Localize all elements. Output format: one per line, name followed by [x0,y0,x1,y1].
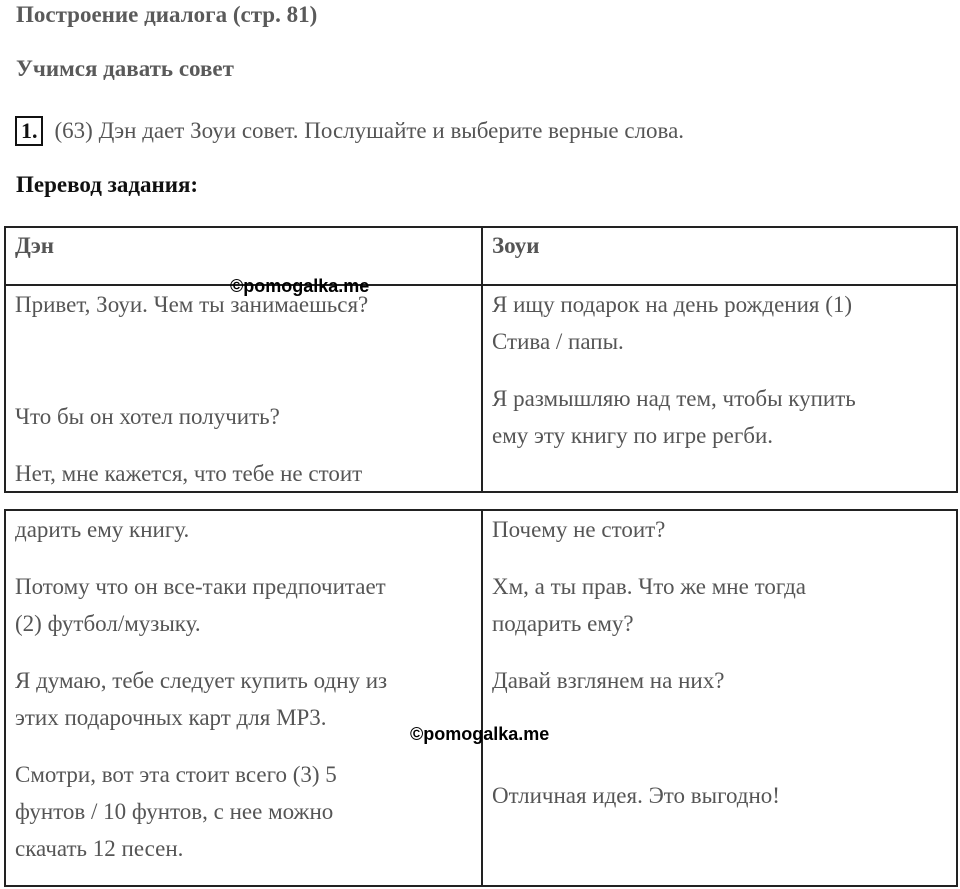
watermark: ©pomogalka.me [230,276,370,296]
dan-line: (2) футбол/музыку. [15,611,201,636]
zoe-line: Давай взглянем на них? [492,668,725,693]
dialogue-table-1 [4,226,958,493]
task-line [15,116,684,146]
header-dan: Дэн [15,233,55,258]
zoe-line: Отличная идея. Это выгодно! [492,783,780,808]
dan-line: дарить ему книгу. [15,517,190,542]
task-text: (63) Дэн дает Зоуи совет. Послушайте и выберите верные слова. [54,118,685,143]
zoe-line: Хм, а ты прав. Что же мне тогда [492,574,807,599]
dan-line: скачать 12 песен. [15,836,184,861]
zoe-line: Я ищу подарок на день рождения (1) [492,292,853,317]
task-number: 1. [15,116,43,146]
dan-line: Я думаю, тебе следует купить одну из [15,668,388,693]
zoe-line: Я размышляю над тем, чтобы купить [492,386,856,411]
dan-line: фунтов / 10 фунтов, с нее можно [15,799,334,824]
dan-line: Смотри, вот эта стоит всего (3) 5 [15,762,337,787]
dan-line: этих подарочных карт для MP3. [15,705,327,730]
dan-line: Привет, Зоуи. Чем ты занимаешься? [15,292,369,317]
section-subtitle: Учимся давать совет [16,56,234,81]
column-divider [481,511,483,885]
dialogue-table-2 [4,509,958,887]
translation-heading: Перевод задания: [16,172,199,197]
header-zoe: Зоуи [492,233,540,258]
zoe-line: подарить ему? [492,611,634,636]
column-divider [481,228,483,491]
watermark: ©pomogalka.me [410,724,550,744]
dan-line: Потому что он все-таки предпочитает [15,574,386,599]
zoe-line: Стива / папы. [492,329,624,354]
dan-line: Нет, мне кажется, что тебе не стоит [15,461,363,486]
zoe-line: Почему не стоит? [492,517,666,542]
page-title: Построение диалога (стр. 81) [16,2,318,27]
dan-line: Что бы он хотел получить? [15,404,280,429]
zoe-line: ему эту книгу по игре регби. [492,423,774,448]
